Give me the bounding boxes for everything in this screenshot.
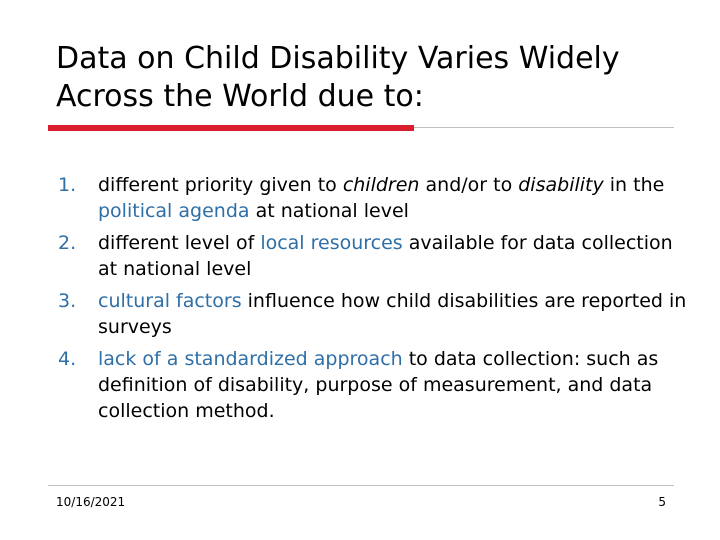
list-item [58, 172, 688, 224]
footer-date: 10/16/2021 [56, 495, 126, 509]
slide-title-line-2: Across the World due to: [56, 79, 424, 114]
list-item-text: different level of [98, 232, 261, 254]
italic-phrase: children [342, 174, 420, 196]
list-item-text: influence how child disabilities are reported in surveys [98, 290, 687, 338]
highlighted-phrase: cultural factors [98, 290, 242, 312]
slide-title-line-1: Data on Child Disability Varies Widely [56, 41, 620, 76]
list-item-text: at national level [249, 200, 409, 222]
list-item-number: 3. [58, 290, 77, 312]
title-accent-bar [48, 125, 414, 131]
list-item [58, 230, 688, 282]
list-item-text: and/or to [419, 174, 519, 196]
highlighted-phrase: lack of a standardized approach [98, 348, 403, 370]
list-item [58, 346, 688, 424]
highlighted-phrase: local resources [260, 232, 403, 254]
list-item-number: 1. [58, 174, 77, 196]
list-item-text: to data collection: such as definition of disability, purpose of measurement, and data collection method. [98, 348, 659, 422]
list-item-text: different priority given to [98, 174, 343, 196]
slide-title [56, 40, 696, 116]
list-item [58, 288, 688, 340]
highlighted-phrase: political agenda [98, 200, 250, 222]
numbered-list [58, 172, 688, 430]
list-item-number: 2. [58, 232, 77, 254]
list-item-text: in the [603, 174, 665, 196]
page-number: 5 [658, 495, 666, 509]
footer-divider [48, 485, 674, 486]
list-item-text: available for data collection at national level [98, 232, 673, 280]
italic-phrase: disability [518, 174, 604, 196]
list-item-number: 4. [58, 348, 77, 370]
